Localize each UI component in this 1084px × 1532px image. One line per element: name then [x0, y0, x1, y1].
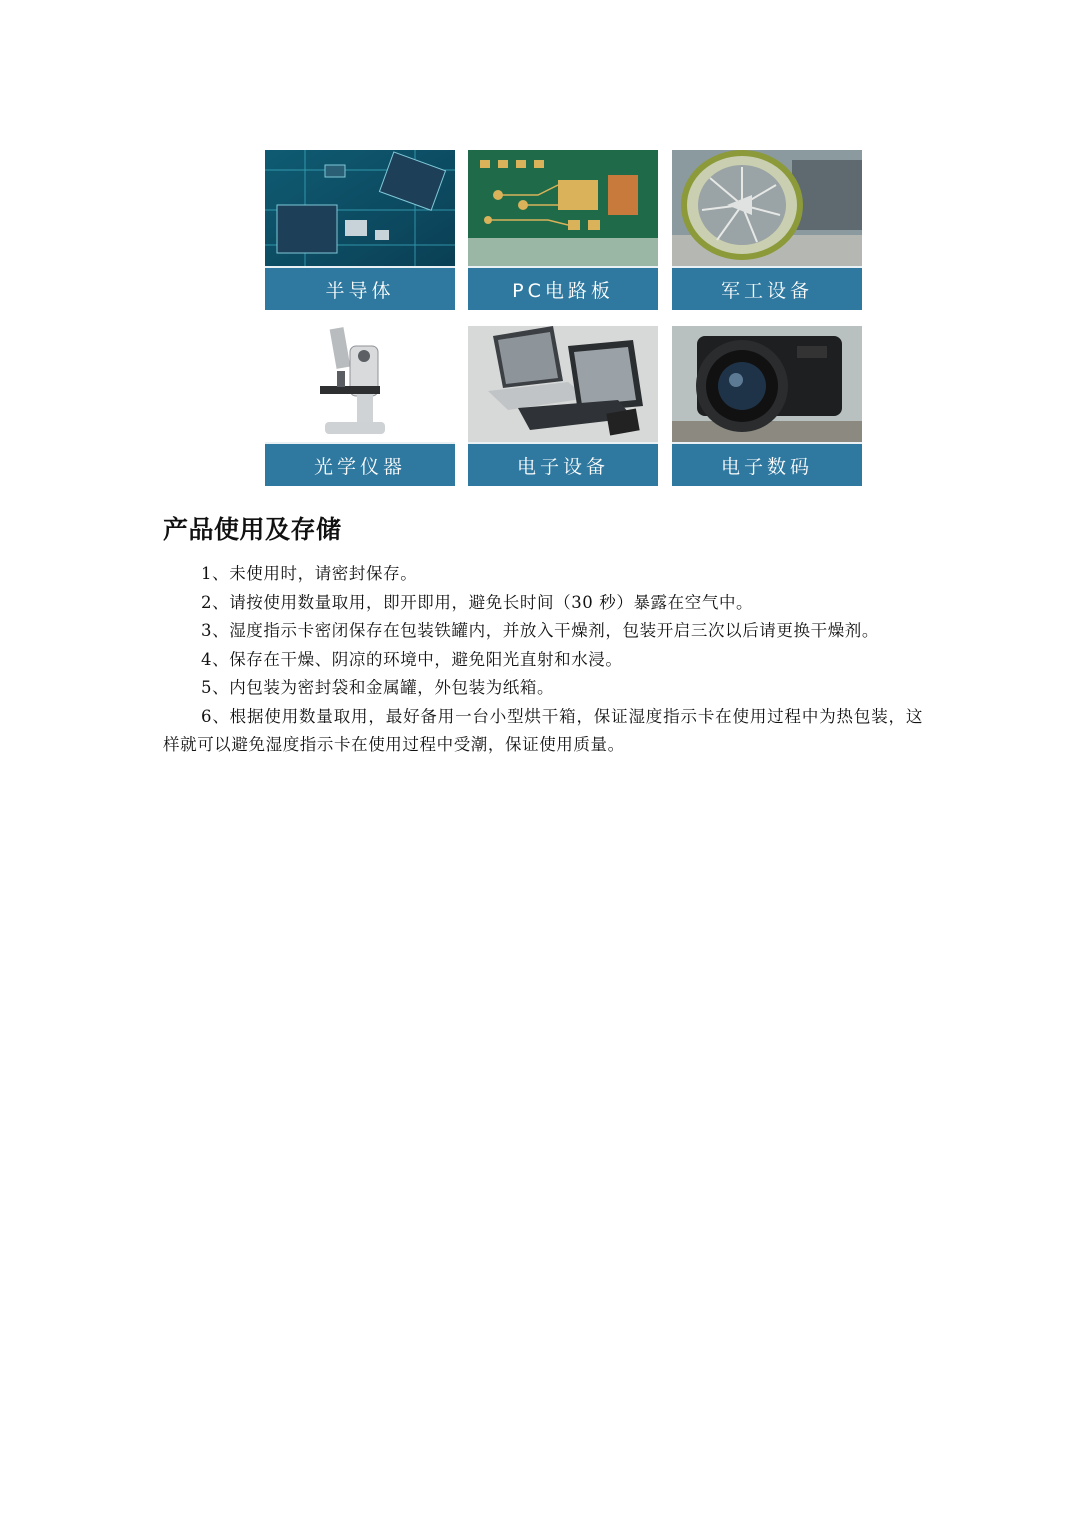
- tile-optical: [265, 326, 455, 486]
- list-item: 6、根据使用数量取用，最好备用一台小型烘干箱，保证湿度指示卡在使用过程中为热包装，这样就可以避免湿度指示卡在使用过程中受潮，保证使用质量。: [163, 706, 923, 754]
- tile-pcb: [468, 150, 658, 310]
- microscope-icon: [265, 326, 455, 444]
- tile-label: 光学仪器: [265, 442, 455, 486]
- list-item: 4、保存在干燥、阴凉的环境中，避免阳光直射和水浸。: [201, 649, 623, 669]
- list-item: 3、湿度指示卡密闭保存在包装铁罐内，并放入干燥剂，包装开启三次以后请更换干燥剂。: [201, 621, 879, 640]
- list-item: 1、未使用时，请密封保存。: [201, 564, 418, 583]
- tile-label: 电子数码: [672, 442, 862, 486]
- tile-semiconductor: [265, 150, 455, 310]
- list-item: 2、请按使用数量取用，即开即用，避免长时间（30 秒）暴露在空气中。: [201, 592, 754, 612]
- tile-label: PC电路板: [468, 266, 658, 310]
- application-image-grid: [265, 150, 862, 486]
- tile-electronics: [468, 326, 658, 486]
- usage-storage-list: [163, 560, 923, 760]
- camera-icon: [672, 326, 862, 444]
- tile-digital: [672, 326, 862, 486]
- tile-military: [672, 150, 862, 310]
- circuit-board-icon: [468, 150, 658, 268]
- tile-label: 半导体: [265, 266, 455, 310]
- list-item: 5、内包装为密封袋和金属罐，外包装为纸箱。: [201, 678, 555, 697]
- jet-engine-icon: [672, 150, 862, 268]
- chip-icon: [265, 150, 455, 268]
- section-title: 产品使用及存储: [163, 515, 342, 544]
- laptop-tablet-icon: [468, 326, 658, 444]
- tile-label: 电子设备: [468, 442, 658, 486]
- tile-label: 军工设备: [672, 266, 862, 310]
